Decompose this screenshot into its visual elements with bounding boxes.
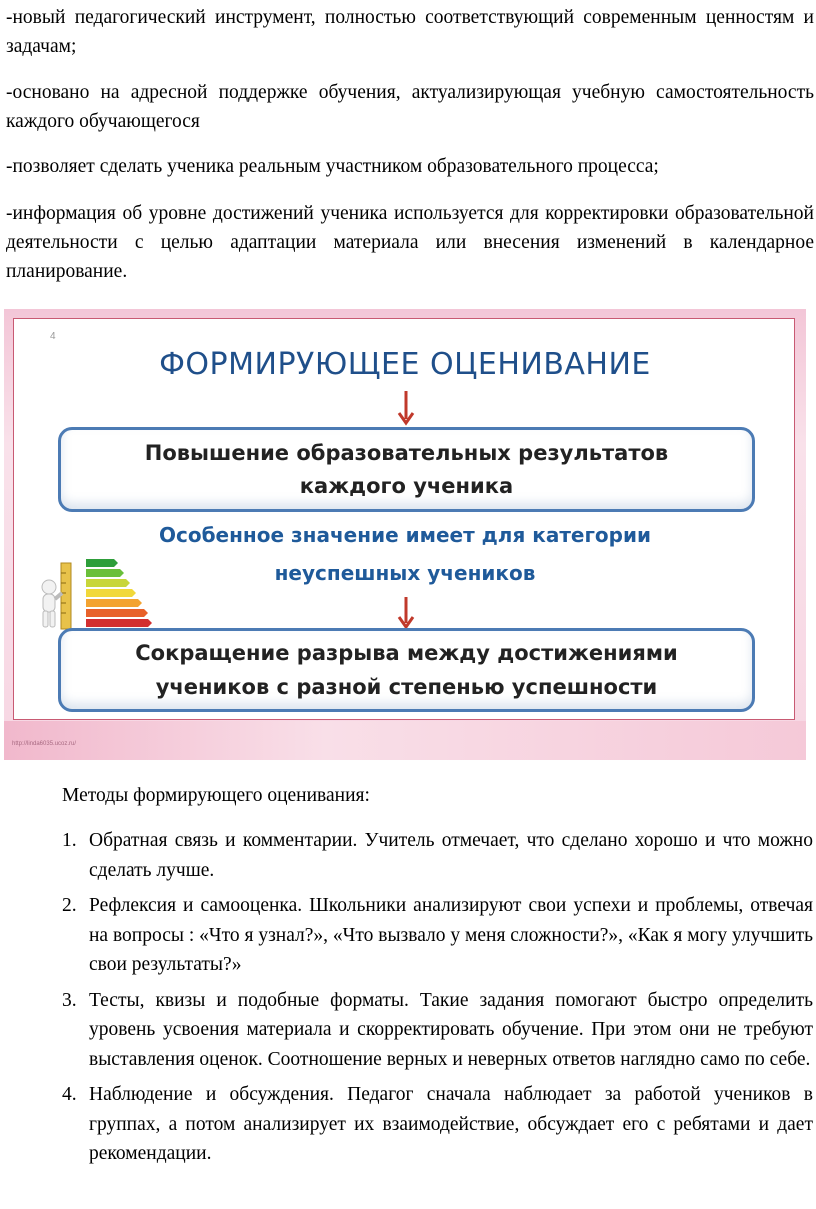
intro-paragraph-3: -позволяет сделать ученика реальным участником образовательного процесса; [6,156,659,177]
emphasis-line-2: неуспешных учеников [274,561,536,585]
results-box [58,427,755,512]
methods-list [0,826,816,1175]
down-arrow-icon [396,389,416,429]
list-item-text: Рефлексия и самооценка. Школьники анализируют свои успехи и проблемы, отвечая на вопросы : «Что я узнал?», «Что вызвало у меня сложности?», «Как я могу улучшить свои результаты?» [89,895,813,975]
list-item [0,986,816,1075]
figure-with-ruler-icon [34,557,154,637]
slide-number: 4 [50,331,56,342]
emphasis-line-1: Особенное значение имеет для категории [158,523,652,547]
list-item-text: Обратная связь и комментарии. Учитель отмечает, что сделано хорошо и что можно сделать лучше. [89,830,813,881]
list-item [0,891,816,980]
list-item-number: 2. [62,895,77,916]
list-item-text: Тесты, квизы и подобные форматы. Такие задания помогают быстро определить уровень усвоения материала и скорректировать обучение. При этом они не требуют выставления оценок. Соотношение верных и неверных ответов наглядно само по себе. [89,989,813,1070]
results-box-line-2: каждого ученика [299,473,514,498]
slide-image [4,309,806,760]
slide-title: ФОРМИРУЮЩЕЕ ОЦЕНИВАНИЕ [159,347,651,382]
gap-box-line-2: учеников с разной степенью успешности [155,675,658,699]
intro-paragraph-1: -новый педагогический инструмент, полностью соответствующий современным ценностям и задачам; [6,7,814,57]
slide-content [13,318,795,720]
intro-paragraph-2: -основано на адресной поддержке обучения, актуализирующая учебную самостоятельность каждого обучающегося [6,82,814,132]
results-box-line-1: Повышение образовательных результатов [144,440,669,465]
list-item [0,1080,816,1169]
list-item-number: 1. [62,830,77,851]
methods-heading: Методы формирующего оценивания: [62,785,370,806]
gap-box-line-1: Сокращение разрыва между достижениями [135,641,678,665]
list-item-number: 3. [62,989,77,1011]
list-item-text: Наблюдение и обсуждения. Педагог сначала наблюдает за работой учеников в группах, а потом анализирует их взаимодействие, обсуждает его с ребятами и дает рекомендации. [89,1084,813,1164]
slide-footer-band [4,721,806,760]
intro-paragraph-4: -информация об уровне достижений ученика используется для корректировки образовательной деятельности с целью адаптации материала или внесения изменений в календарное планирование. [6,203,814,282]
energy-rating-bars-icon [86,559,152,627]
slide-watermark: http://linda6035.ucoz.ru/ [12,741,77,747]
list-item [0,826,816,885]
list-item-number: 4. [62,1084,77,1105]
gap-reduction-box [58,628,755,712]
